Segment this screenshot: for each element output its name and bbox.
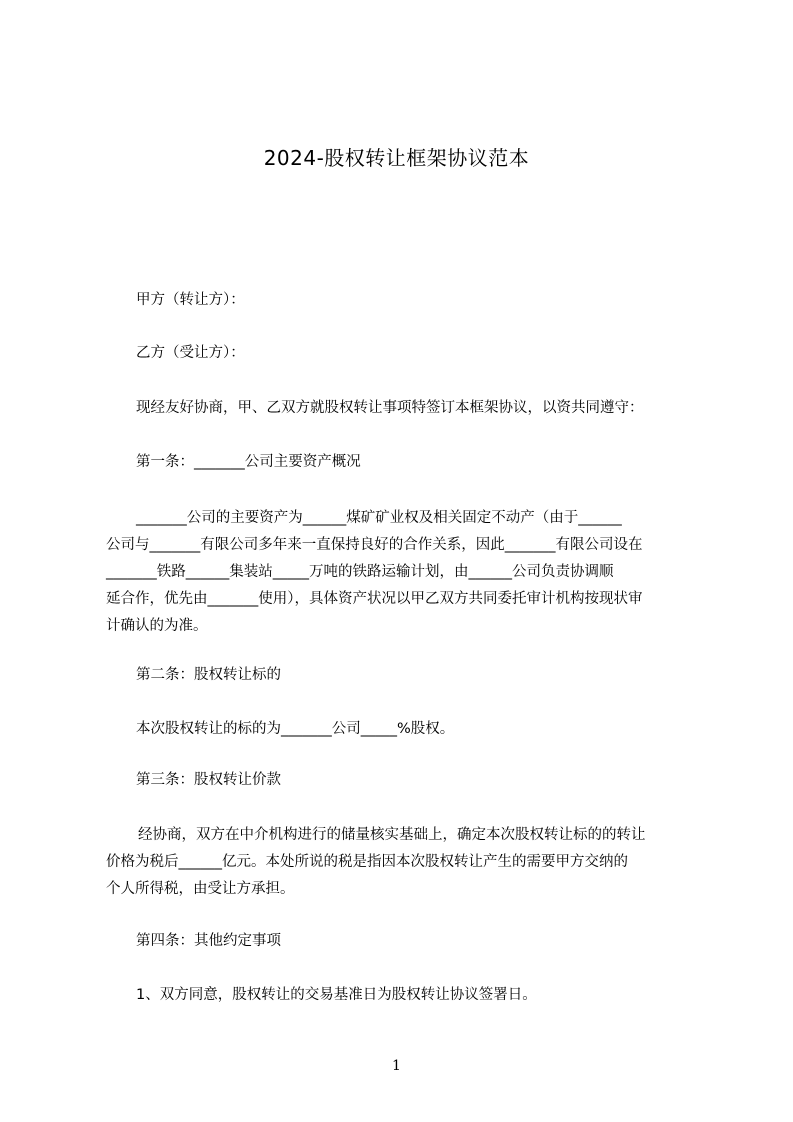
party-b-line: 乙方（受让方）： xyxy=(136,345,245,361)
article1-heading: 第一条：_______公司主要资产概况 xyxy=(136,454,361,470)
article4-heading: 第四条：其他约定事项 xyxy=(136,933,281,949)
article1-body-line-5: 计确认的为准。 xyxy=(106,618,208,634)
article1-body-line-2: 公司与_______有限公司多年来一直保持良好的合作关系，因此_______有限公司设在 xyxy=(106,537,643,553)
article1-body-line-1: _______公司的主要资产为______煤矿矿业权及相关固定不动产（由于______ xyxy=(136,510,622,526)
article3-heading: 第三条：股权转让价款 xyxy=(136,772,281,788)
article2-heading: 第二条：股权转让标的 xyxy=(136,667,281,683)
article4-item-1: 1、双方同意，股权转让的交易基准日为股权转让协议签署日。 xyxy=(136,987,537,1003)
article3-body xyxy=(106,822,700,903)
article1-body-line-3: _______铁路______集装站_____万吨的铁路运输计划，由______公司负责协调顺 xyxy=(106,564,614,580)
article2-body: 本次股权转让的标的为_______公司_____%股权。 xyxy=(136,721,455,737)
article1-body xyxy=(106,505,700,640)
document-title: 2024-股权转让框架协议范本 xyxy=(263,146,530,170)
page-number: 1 xyxy=(392,1058,401,1074)
party-a-line: 甲方（转让方）： xyxy=(136,292,245,308)
article3-body-line-1: 经协商，双方在中介机构进行的储量核实基础上，确定本次股权转让标的的转让 xyxy=(138,827,646,843)
article3-body-line-2: 价格为税后______亿元。本处所说的税是指因本次股权转让产生的需要甲方交纳的 xyxy=(106,854,628,870)
article1-body-line-4: 延合作，优先由_______使用），具体资产状况以甲乙双方共同委托审计机构按现状审 xyxy=(106,591,643,607)
article3-body-line-3: 个人所得税，由受让方承担。 xyxy=(106,881,295,897)
intro-paragraph: 现经友好协商，甲、乙双方就股权转让事项特签订本框架协议，以资共同遵守： xyxy=(136,400,644,416)
